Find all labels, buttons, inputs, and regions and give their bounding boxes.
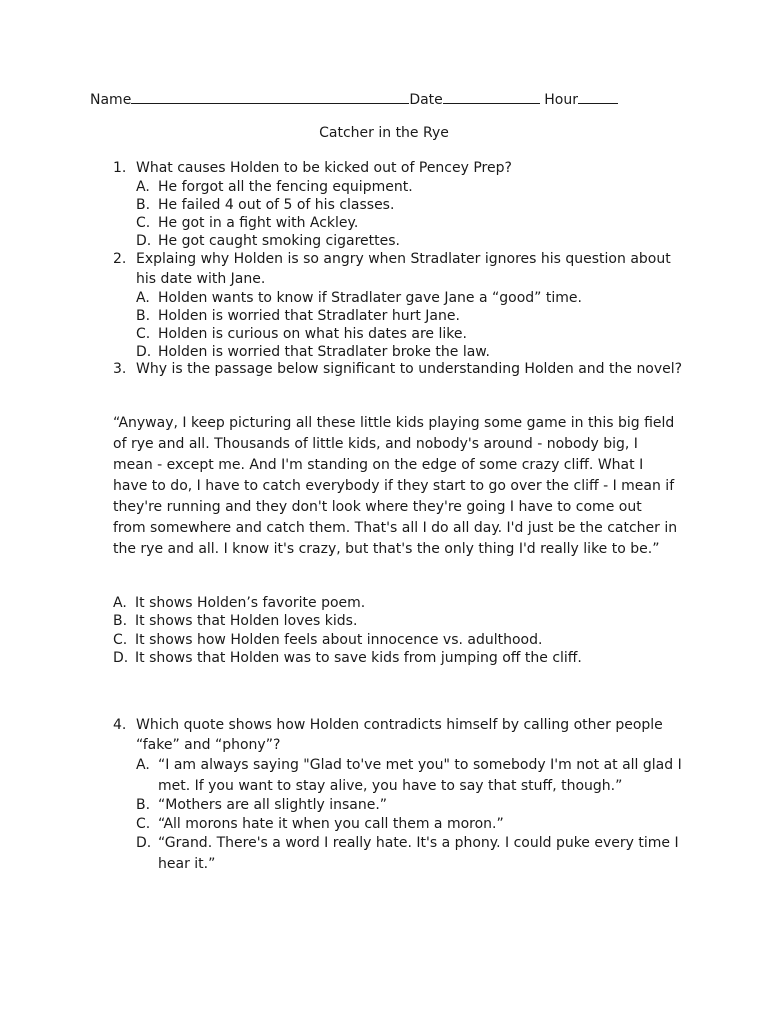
question-number: 4. [113, 717, 127, 733]
option-letter: C. [136, 815, 151, 832]
name-label: Name [90, 92, 132, 108]
option-text: Holden is worried that Stradlater broke the law. [158, 344, 490, 360]
option-letter: B. [136, 308, 151, 324]
question-1 [113, 158, 683, 250]
option-text: He got caught smoking cigarettes. [158, 233, 400, 249]
option-c [136, 815, 683, 834]
option-letter: D. [113, 649, 129, 666]
question-number: 2. [113, 251, 127, 267]
question-3 [113, 359, 683, 379]
option-letter: C. [136, 326, 151, 342]
question-number: 1. [113, 160, 127, 176]
question-text: Explaing why Holden is so angry when Stradlater ignores his question about his date with Jane. [136, 251, 671, 287]
option-d [136, 833, 683, 874]
option-letter: C. [113, 631, 128, 648]
name-blank [131, 91, 409, 104]
question-3-options [113, 594, 683, 667]
question-row [113, 715, 683, 875]
question-text: What causes Holden to be kicked out of Pencey Prep? [136, 160, 512, 176]
option-b [136, 196, 683, 214]
option-a [136, 178, 683, 196]
option-letter: A. [113, 595, 127, 611]
option-letter: B. [136, 197, 151, 213]
option-d [136, 232, 683, 250]
option-text: It shows how Holden feels about innocence vs. adulthood. [135, 631, 543, 648]
option-letter: B. [113, 613, 128, 630]
option-letter: A. [136, 179, 150, 195]
quoted-passage: “Anyway, I keep picturing all these little kids playing some game in this big field of rye and all. Thousands of little kids, and nobody's around - nobody big, I mean - except me. And I'm standing on the edge of some crazy cliff. What I have to do, I have to catch everybody if they start to go over the cliff - I mean if they're running and they don't look where they're going I have to come out from somewhere and catch them. That's all I do all day. I'd just be the catcher in the rye and all. I know it's crazy, but that's the only thing I'd really like to be.” [113, 415, 678, 557]
question-text: Which quote shows how Holden contradicts himself by calling other people “fake” and “phony”? [136, 717, 663, 753]
option-text: “All morons hate it when you call them a moron.” [158, 815, 504, 832]
option-d [113, 649, 683, 667]
hour-label: Hour [544, 92, 578, 108]
option-letter: C. [136, 215, 151, 231]
option-list [136, 178, 683, 250]
hour-blank [578, 91, 618, 104]
option-letter: D. [136, 835, 152, 852]
date-blank [443, 91, 540, 104]
option-text: It shows that Holden was to save kids from jumping off the cliff. [135, 649, 582, 666]
option-letter: D. [136, 344, 152, 360]
option-text: He got in a fight with Ackley. [158, 215, 359, 231]
option-text: He forgot all the fencing equipment. [158, 179, 413, 195]
date-label: Date [409, 92, 443, 108]
option-text: Holden wants to know if Stradlater gave Jane a “good” time. [158, 290, 582, 306]
option-c [136, 325, 683, 343]
option-text: It shows that Holden loves kids. [135, 613, 358, 630]
option-a [113, 594, 683, 612]
option-c [113, 631, 683, 649]
option-letter: B. [136, 797, 151, 814]
question-row [113, 158, 683, 250]
option-text: Holden is curious on what his dates are like. [158, 326, 467, 342]
option-b [136, 796, 683, 815]
option-a [136, 755, 683, 796]
option-text: He failed 4 out of 5 of his classes. [158, 197, 395, 213]
option-text: “Grand. There's a word I really hate. It's a phony. I could puke every time I hear it.” [158, 835, 679, 873]
header-line [90, 91, 618, 109]
option-a [136, 289, 683, 307]
option-text: “I am always saying "Glad to've met you" to somebody I'm not at all glad I met. If you want to stay alive, you have to say that stuff, though.” [158, 757, 682, 794]
option-b [136, 307, 683, 325]
page-title: Catcher in the Rye [319, 125, 449, 141]
question-text: Why is the passage below significant to understanding Holden and the novel? [136, 361, 683, 377]
option-letter: D. [136, 233, 152, 249]
question-row [113, 359, 683, 379]
option-list [136, 289, 683, 361]
option-c [136, 214, 683, 232]
option-letter: A. [136, 757, 150, 773]
option-text: Holden is worried that Stradlater hurt Jane. [158, 308, 460, 324]
option-b [113, 612, 683, 630]
option-letter: A. [136, 290, 150, 306]
option-text: It shows Holden’s favorite poem. [135, 595, 366, 611]
question-4 [113, 715, 683, 875]
question-2 [113, 249, 683, 361]
question-row [113, 249, 683, 361]
option-text: “Mothers are all slightly insane.” [158, 797, 388, 814]
question-number: 3. [113, 361, 127, 377]
option-list [136, 755, 683, 875]
